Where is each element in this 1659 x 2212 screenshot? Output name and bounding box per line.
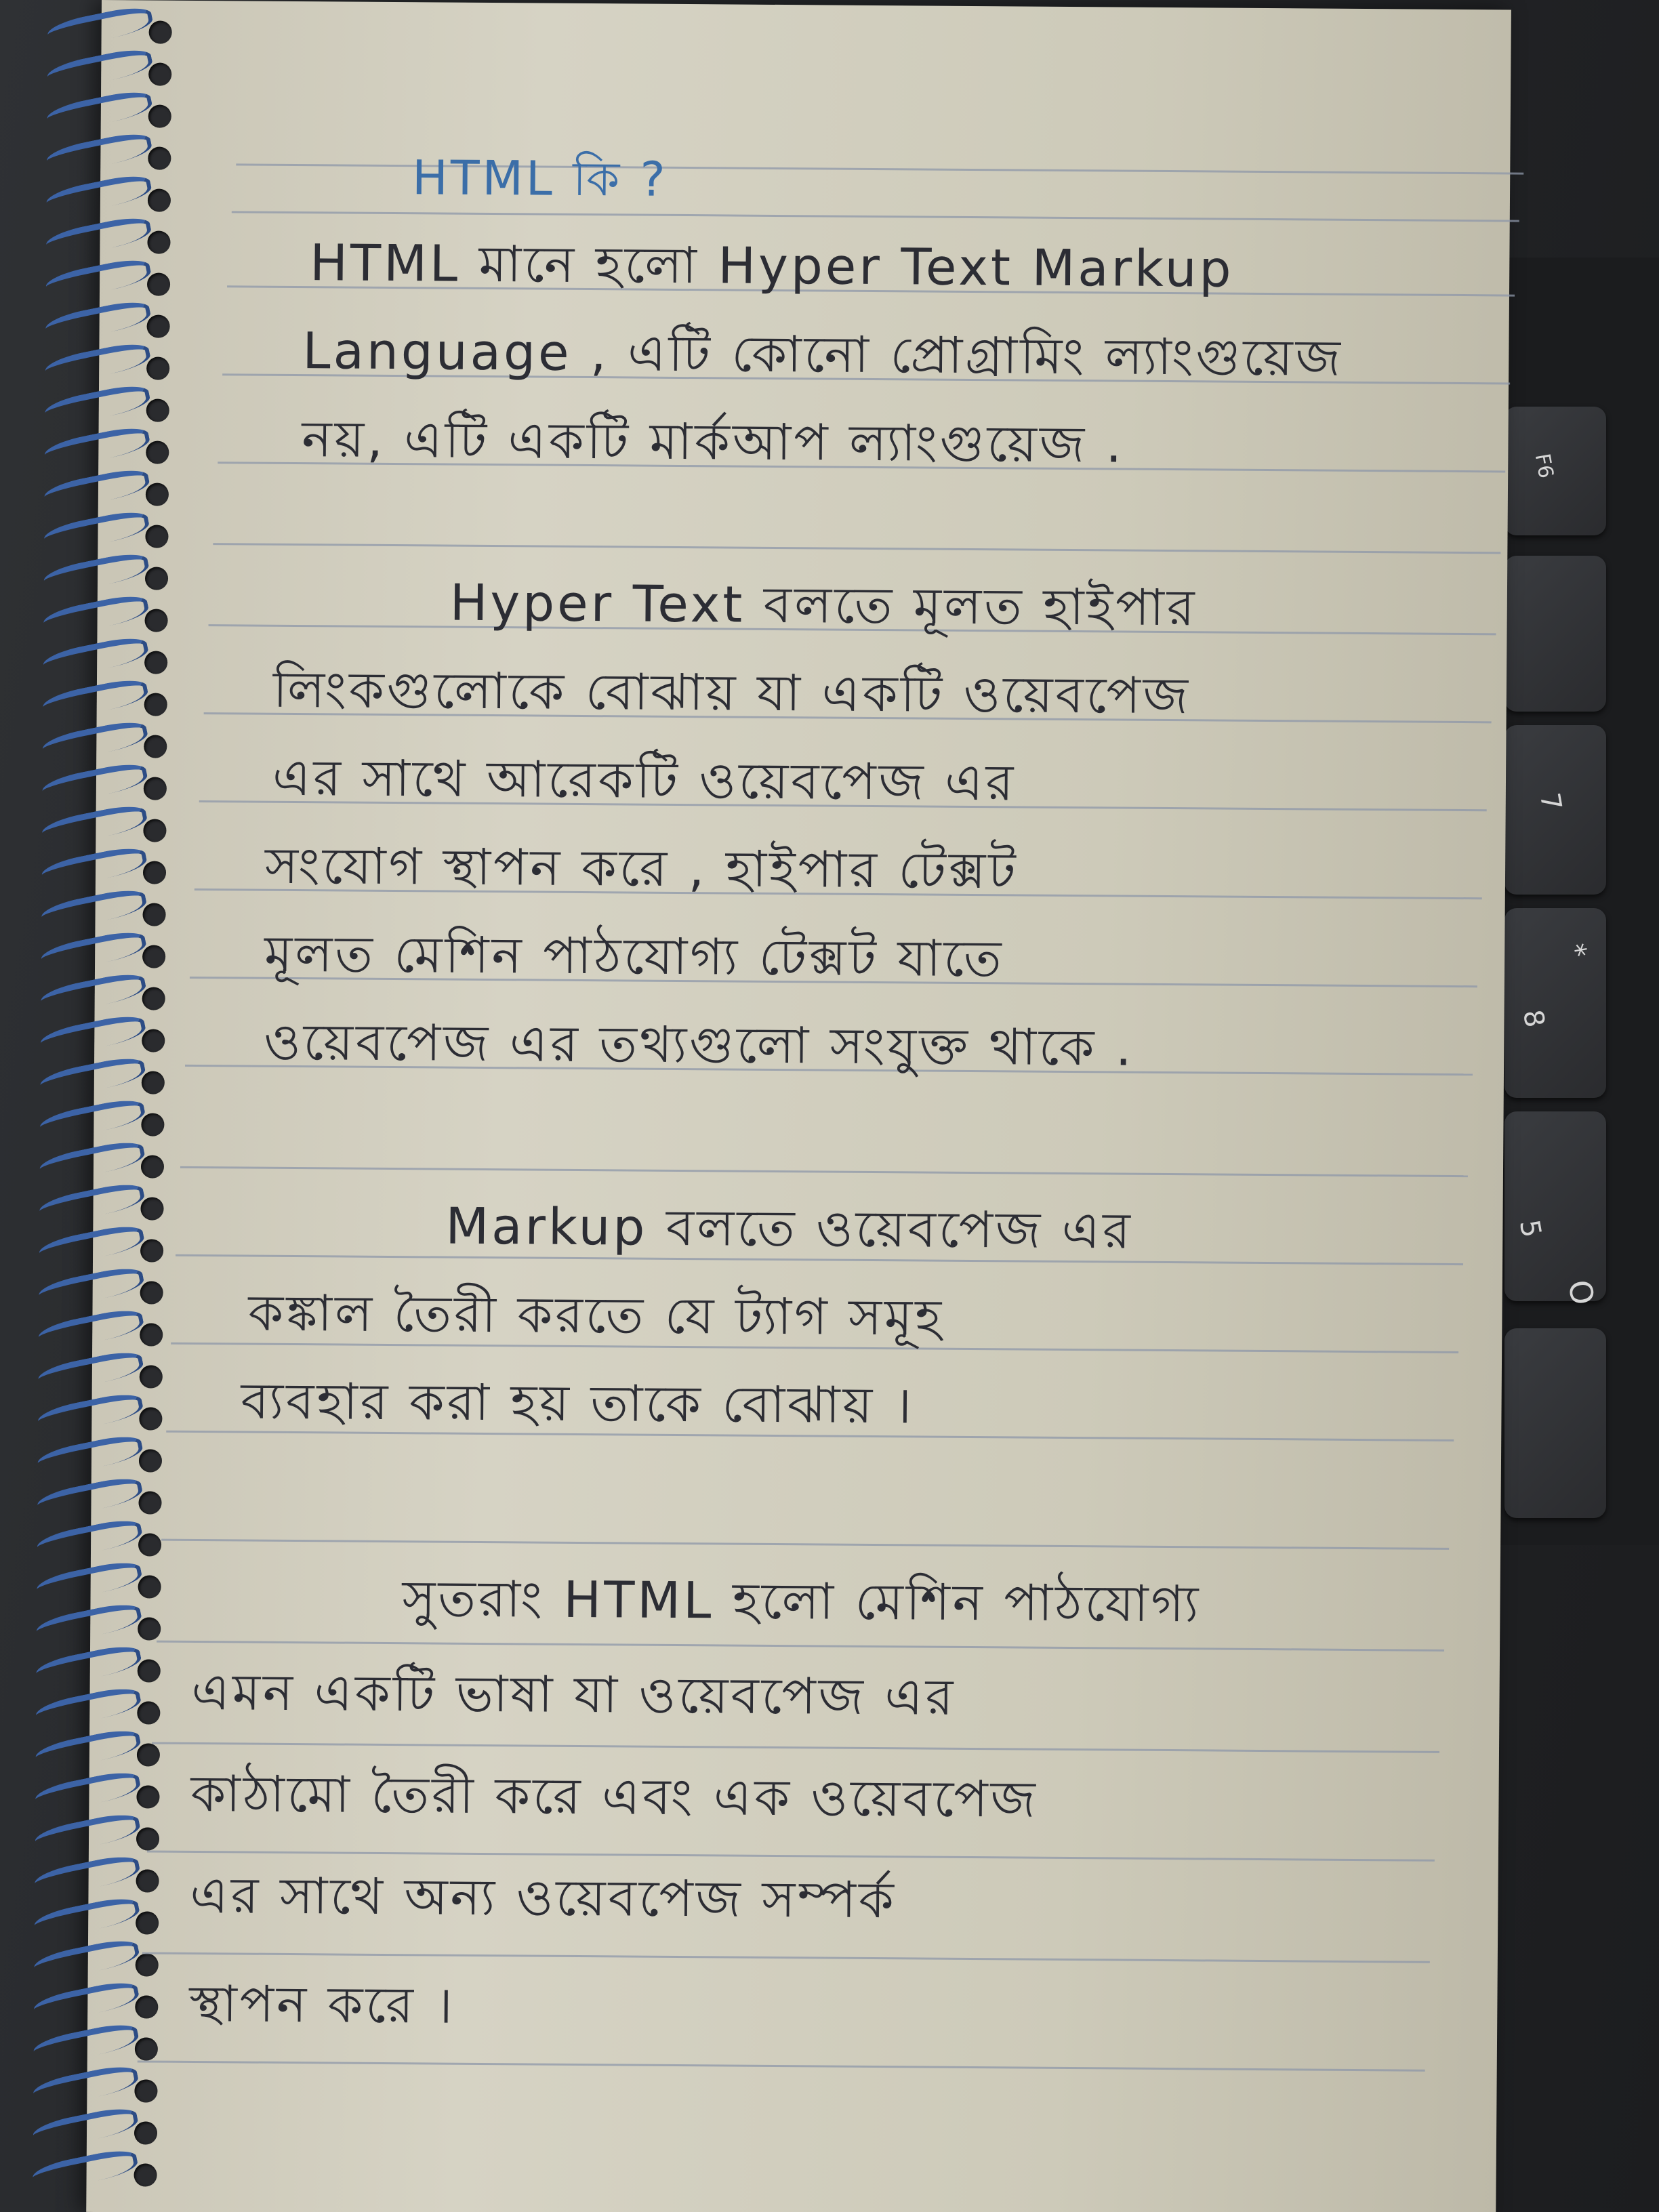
spiral-coil (33, 1852, 142, 1900)
binding-hole (136, 1785, 159, 1808)
spiral-coil (35, 1516, 144, 1563)
binding-hole (140, 1365, 163, 1388)
spiral-coil (36, 1432, 145, 1479)
binding-hole (140, 1197, 163, 1220)
binding-hole (136, 1953, 159, 1976)
spiral-coil (45, 45, 155, 93)
binding-hole (142, 1071, 165, 1094)
spiral-coil (39, 1012, 148, 1059)
key-5: 5 O (1504, 1111, 1606, 1301)
spiral-coil (41, 760, 150, 807)
binding-hole (138, 1575, 161, 1598)
spiral-coil (30, 2146, 140, 2194)
binding-hole (148, 104, 171, 127)
spiral-coil (45, 129, 154, 177)
binding-hole (134, 2079, 157, 2102)
key-7: 7 (1504, 725, 1606, 895)
binding-hole (134, 2121, 157, 2144)
binding-hole (139, 1449, 162, 1472)
binding-hole (144, 609, 167, 632)
spiral-coil (35, 1600, 144, 1647)
spiral-coil (43, 466, 152, 513)
binding-hole (141, 1155, 164, 1178)
spiral-coil (33, 1768, 142, 1816)
text-line: স্থাপন করে । (189, 1974, 456, 2035)
spiral-coil (42, 508, 151, 555)
binding-hole (140, 1239, 163, 1262)
spiral-coil (43, 298, 152, 345)
binding-hole (147, 272, 170, 295)
binding-hole (139, 1407, 162, 1430)
binding-hole (143, 819, 166, 842)
binding-hole (146, 483, 169, 506)
binding-hole (145, 567, 168, 590)
text-line: ব্যবহার করা হয় তাকে বোঝায় । (241, 1372, 915, 1435)
ruled-line (152, 1742, 1439, 1753)
binding-hole (142, 903, 165, 926)
text-line: সংযোগ স্থাপন করে , হাইপার টেক্সট (264, 836, 1019, 901)
binding-hole (144, 651, 167, 674)
spiral-coil (41, 718, 150, 765)
binding-hole (141, 1113, 164, 1136)
spiral-coil (38, 1096, 147, 1143)
binding-hole (138, 1617, 161, 1640)
note-title: HTML কি ? (411, 150, 668, 207)
spiral-coil (35, 1642, 144, 1689)
spiral-coil (40, 844, 149, 891)
ruled-line (161, 1539, 1449, 1550)
text-line: Hyper Text বলতে মূলত হাইপার (449, 573, 1197, 638)
spiral-coil (36, 1390, 145, 1437)
spiral-coil (39, 970, 148, 1017)
ruled-line (142, 1952, 1430, 1963)
spiral-coil (33, 1810, 142, 1858)
spiral-coil (39, 886, 148, 933)
binding-hole (136, 1869, 159, 1892)
key-8: 8 * (1504, 908, 1606, 1098)
spiral-coil (45, 171, 154, 219)
binding-hole (140, 1281, 163, 1304)
spiral-coil (44, 255, 153, 303)
spiral-coil (37, 1222, 146, 1269)
binding-hole (144, 693, 167, 716)
binding-hole (136, 1827, 159, 1850)
spiral-coil (40, 802, 149, 849)
spiral-coil (41, 634, 150, 681)
binding-hole (149, 20, 172, 43)
binding-hole (146, 441, 169, 464)
binding-hole (143, 861, 166, 884)
text-line: ওয়েবপেজ এর তথ্যগুলো সংযুক্ত থাকে . (263, 1012, 1134, 1078)
spiral-coil (45, 3, 155, 51)
spiral-coil (43, 340, 152, 387)
binding-hole (144, 777, 167, 800)
spiral-coil (37, 1348, 146, 1395)
binding-hole (137, 1743, 160, 1766)
spiral-coil (43, 424, 152, 471)
binding-hole (138, 1659, 161, 1682)
binding-hole (140, 1323, 163, 1346)
spiral-coil (32, 2020, 141, 2068)
spiral-coil (31, 2104, 140, 2152)
spiral-coil (41, 592, 150, 639)
binding-hole (135, 2037, 158, 2060)
ruled-line (180, 1166, 1468, 1177)
spiral-coil (33, 1894, 142, 1942)
ruled-line (213, 543, 1500, 554)
spiral-coil (38, 1138, 147, 1185)
key-unlabeled (1504, 556, 1606, 712)
text-line: এর সাথে আরেকটি ওয়েবপেজ এর (272, 748, 1017, 813)
spiral-coil (35, 1558, 144, 1605)
spiral-coil (42, 550, 151, 597)
binding-hole (142, 987, 165, 1010)
spiral-coil (39, 928, 148, 975)
spiral-coil (35, 1474, 144, 1521)
spiral-coil (32, 1978, 141, 2026)
text-line: নয়, এটি একটি মার্কআপ ল্যাংগুয়েজ . (302, 410, 1125, 474)
text-line: Language , এটি কোনো প্রোগ্রামিং ল্যাংগুয়েজ (302, 322, 1344, 388)
binding-hole (137, 1701, 160, 1724)
text-line: মূলত মেশিন পাঠযোগ্য টেক্সট যাতে (264, 924, 1004, 989)
binding-hole (146, 356, 169, 380)
binding-hole (138, 1491, 161, 1514)
text-line: কাঠামো তৈরী করে এবং এক ওয়েবপেজ (190, 1764, 1039, 1829)
spiral-coil (31, 2062, 140, 2110)
text-line: HTML মানে হলো Hyper Text Markup (309, 234, 1234, 299)
binding-hole (136, 1911, 159, 1934)
spiral-coil (37, 1180, 146, 1227)
binding-hole (148, 188, 171, 211)
spiral-coil (37, 1306, 146, 1353)
binding-hole (145, 525, 168, 548)
spiral-coil (39, 1054, 148, 1101)
binding-hole (147, 314, 170, 337)
binding-hole (148, 146, 171, 169)
key-f6: F6 (1504, 407, 1606, 535)
spiral-coil (41, 676, 150, 723)
binding-hole (142, 945, 165, 968)
key-unlabeled (1504, 1328, 1606, 1518)
spiral-coil (34, 1684, 143, 1732)
binding-hole (135, 1995, 158, 2018)
spiral-coil (43, 382, 152, 429)
ruled-lines (102, 0, 1511, 10)
spiral-coil (44, 213, 153, 261)
binding-hole (144, 735, 167, 758)
ruled-line (138, 2060, 1425, 2071)
text-line: কঙ্কাল তৈরী করতে যে ট্যাগ সমূহ (248, 1284, 945, 1347)
binding-hole (146, 398, 169, 422)
spiral-coil (45, 87, 155, 135)
binding-hole (142, 1029, 165, 1052)
spiral-coil (32, 1936, 141, 1984)
notebook-page (86, 0, 1511, 2212)
text-line: Markup বলতে ওয়েবপেজ এর (445, 1197, 1134, 1261)
binding-hole (138, 1533, 161, 1556)
binding-hole (148, 62, 171, 85)
text-line: এর সাথে অন্য ওয়েবপেজ সম্পর্ক (190, 1866, 897, 1930)
spiral-coil (37, 1264, 146, 1311)
text-line: এমন একটি ভাষা যা ওয়েবপেজ এর (191, 1662, 956, 1727)
spiral-coil (34, 1726, 143, 1774)
text-line: সুতরাং HTML হলো মেশিন পাঠযোগ্য (402, 1570, 1202, 1634)
binding-hole (134, 2163, 157, 2186)
text-line: লিংকগুলোকে বোঝায় যা একটি ওয়েবপেজ (272, 660, 1191, 726)
binding-hole (147, 230, 170, 253)
